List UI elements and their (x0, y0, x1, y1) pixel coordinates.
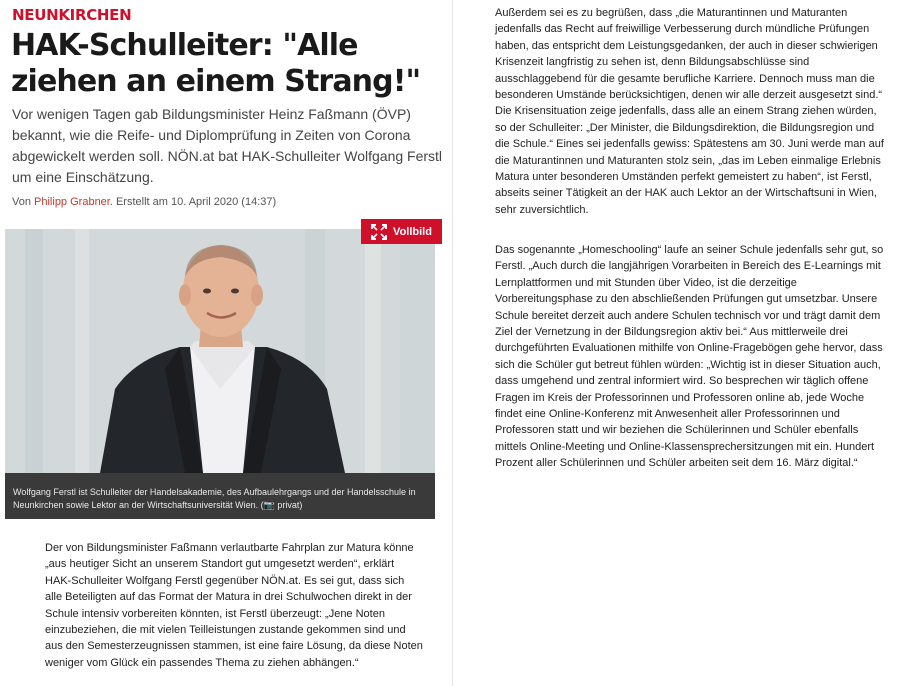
fullscreen-button[interactable] (361, 219, 442, 244)
author-link[interactable]: Philipp Grabner (34, 196, 110, 208)
expand-icon (371, 224, 387, 240)
byline-prefix: Von (12, 196, 31, 208)
body-paragraph-2: Außerdem sei es zu begrüßen, dass „die Maturantinnen und Maturanten jedenfalls das Recht auf freiwillige Verbesserung durch mündliche Prüfungen haben, das entspricht dem Leistungsgedanken, der auch in dieser schwierigen Krisenzeit langfristig zu sehen ist, denn Bildungsabschlüsse sind ausschlaggebend für die gesamte berufliche Karriere. Dennoch muss man die besonderen Umstände berücksichtigen, denen wir alle derzeit ausgesetzt sind.“ Die Krisensituation zeige jedenfalls, dass alle an einem Strang ziehen würden, so der Schulleiter: „Der Minister, die Bildungsdirektion, die Bildungsregion und die Schule.“ Eines sei jedenfalls gewiss: Spätestens am 30. Juni werde man auf die Maturantinnen und Maturanten stolz sein, „das im Leben einmalige Erlebnis Matura unter besonderen Umständen perfekt gemeistert zu haben“, ist Ferstl, abseits seiner Tätigkeit an der HAK auch Lektor an der Wirtschaftsuni in Wien, sehr zuversichtlich. (495, 7, 884, 216)
article-byline (12, 196, 276, 208)
article-headline: HAK-Schulleiter: "Alle ziehen an einem Strang!" (11, 28, 421, 99)
column-divider (452, 0, 453, 686)
article-kicker[interactable]: NEUNKIRCHEN (12, 6, 132, 24)
body-paragraph-3: Das sogenannte „Homeschooling“ laufe an seiner Schule jedenfalls sehr gut, so Ferstl. „Auch durch die langjährigen Vorarbeiten in Bereich des E-Learnings mit Lernplattformen und mit Stunden über Video, ist die derzeitige Vorbereitungsphase zu den abschließenden Prüfungen gut umsetzbar. Unsere Schule bereitet derzeit auch andere Schulen technisch vor und trägt damit dem Ziel der Vernetzung in der Bildungsregion aktiv bei.“ Aus mittlerweile drei durchgeführten Evaluationen mithilfe von Online-Fragebögen gehe hervor, dass sich die Schüler gut betreut fühlen würden: „Wichtig ist in dieser Situation auch, dass umgehend und zentral informiert wird. So besprechen wir täglich offene Fragen im Kreis der Professorinnen und Professoren online ab, jede Woche findet eine Online-Konferenz mit Anwesenheit aller Professorinnen und Professoren statt und wir beziehen die Schülerinnen und Schüler ebenfalls mittels Online-Meeting und Online-Klassensprechersitzungen mit ein. Hundert Prozent aller Schülerinnen und Schüler arbeiten seit dem 16. März digital.“ (495, 244, 884, 470)
article-photo[interactable] (5, 229, 435, 473)
left-column (0, 0, 447, 686)
image-caption (5, 473, 435, 519)
camera-icon: 📷 (263, 500, 275, 510)
byline-date: . Erstellt am 10. April 2020 (14:37) (109, 196, 277, 208)
credit-wrap: (📷 privat) (260, 500, 303, 510)
body-paragraph-1: Der von Bildungsminister Faßmann verlautbarte Fahrplan zur Matura könne „aus heutiger Sicht an unserem Standort gut umgesetzt werden“, erklärt HAK-Schulleiter Wolfgang Ferstl gegenüber NÖN.at. Es sei gut, dass sich alle Beteiligten auf das Format der Matura in drei Schulwochen direkt in der Schule intensiv vorbereiten könnten, ist Ferstl überzeugt: „Jene Noten einzubeziehen, die mit vielen Teilleistungen zustande gekommen sind und aus den Semesterzeugnissen stammen, ist eine faire Lösung, da diese Noten weniger vom Glück ein passendes Thema zu ziehen abhängen.“ (45, 542, 423, 669)
photo-credit: privat (277, 500, 300, 510)
article-lead: Vor wenigen Tagen gab Bildungsminister Heinz Faßmann (ÖVP) bekannt, wie die Reife- und Diplomprüfung in Zeiten von Corona abgewickelt werden soll. NÖN.at bat HAK-Schulleiter Wolfgang Ferstl um eine Einschätzung. (12, 106, 443, 185)
caption-text: Wolfgang Ferstl ist Schulleiter der Handelsakademie, des Aufbaulehrgangs und der Handelsschule in Neunkirchen sowie Lektor an der Wirtschaftsuniversität Wien. (13, 487, 416, 510)
fullscreen-label: Vollbild (393, 225, 432, 238)
portrait-illustration (5, 229, 435, 473)
